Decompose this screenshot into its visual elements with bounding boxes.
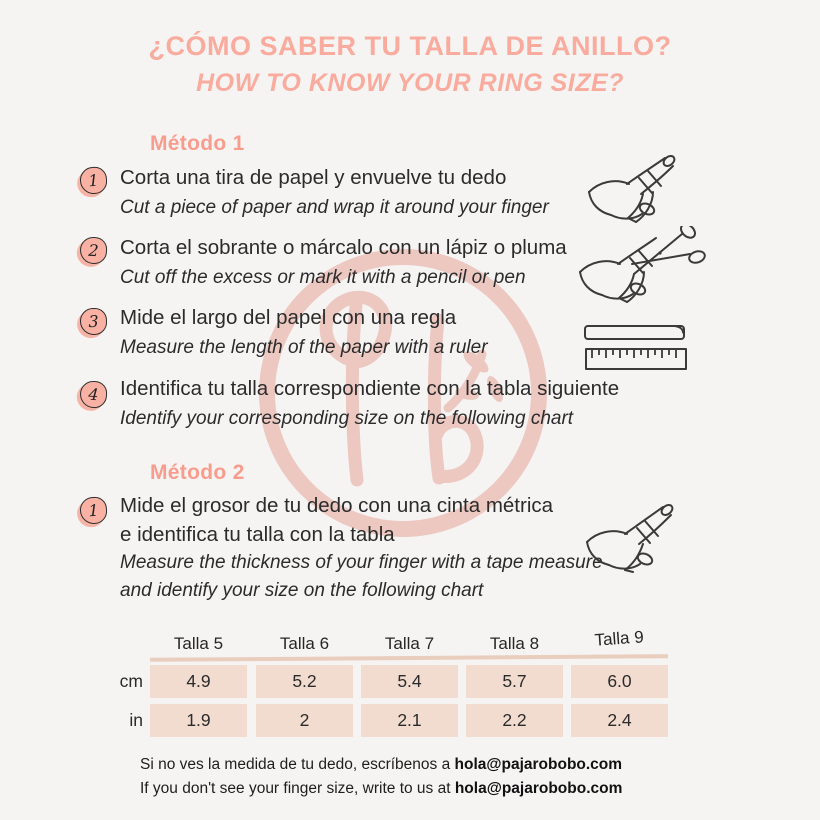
table-row-label-cm: cm <box>119 671 143 691</box>
step-number: 1 <box>87 500 100 521</box>
footer-text-en: If you don't see your finger size, write to us at <box>140 780 455 797</box>
table-cell: 2.4 <box>571 704 668 737</box>
method2-step1-text-es-line2: e identifica tu talla con la tabla <box>120 523 395 546</box>
table-cell: 2 <box>256 704 353 737</box>
method2-step1-text-en-line2: and identify your size on the following chart <box>120 580 484 601</box>
table-cell: 2.2 <box>466 704 563 737</box>
table-header-talla8: Talla 8 <box>489 634 540 653</box>
hand-scissors-icon <box>576 226 712 308</box>
table-cell: 5.4 <box>361 665 458 698</box>
method1-step4-text-es: Identifica tu talla correspondiente con la tabla siguiente <box>120 377 620 400</box>
page-title-en: HOW TO KNOW YOUR RING SIZE? <box>196 69 624 97</box>
hand-tape-measure-icon <box>583 498 687 586</box>
hand-paper-wrap-icon <box>585 154 697 228</box>
step-number-badge <box>79 166 108 195</box>
step-number-badge <box>80 308 108 336</box>
step-number-badge <box>79 496 107 524</box>
method1-step4-text-en: Identify your corresponding size on the following chart <box>120 408 574 429</box>
table-cell: 1.9 <box>150 704 247 737</box>
method1-step1-text-es: Corta una tira de papel y envuelve tu dedo <box>120 166 507 189</box>
table-cell: 5.2 <box>256 665 353 698</box>
step-number: 1 <box>87 170 100 191</box>
table-header-talla9: Talla 9 <box>593 627 645 650</box>
table-header-talla5: Talla 5 <box>173 634 224 653</box>
method1-step2-text-es: Corta el sobrante o márcalo con un lápiz o pluma <box>120 236 567 259</box>
method1-heading: Método 1 <box>150 132 245 155</box>
method2-step1-text-en-line1: Measure the thickness of your finger with a tape measure <box>120 552 603 573</box>
table-cell: 6.0 <box>571 665 668 698</box>
table-cell: 5.7 <box>466 665 563 698</box>
table-cell: 2.1 <box>361 704 458 737</box>
step-number: 3 <box>88 311 99 332</box>
method1-step3-text-es: Mide el largo del papel con una regla <box>120 306 457 329</box>
table-cell: 4.9 <box>150 665 247 698</box>
step-number-badge <box>79 380 108 409</box>
footer-email-en: hola@pajarobobo.com <box>454 780 623 797</box>
method2-step1-text-es-line1: Mide el grosor de tu dedo con una cinta métrica <box>120 494 554 517</box>
footer-text-es: Si no ves la medida de tu dedo, escríbenos a <box>140 756 455 773</box>
table-header-talla7: Talla 7 <box>384 634 435 653</box>
method1-step1-text-en: Cut a piece of paper and wrap it around your finger <box>120 197 549 218</box>
method1-step2-text-en: Cut off the excess or mark it with a pencil or pen <box>120 267 526 288</box>
table-header-underline <box>150 654 668 661</box>
table-row-label-in: in <box>129 710 143 730</box>
table-header-talla6: Talla 6 <box>279 634 330 653</box>
method2-heading: Método 2 <box>150 461 245 484</box>
page-title-es: ¿CÓMO SABER TU TALLA DE ANILLO? <box>148 31 672 61</box>
step-number: 2 <box>87 240 100 261</box>
step-number: 4 <box>87 384 100 405</box>
paper-strip-ruler-icon <box>582 322 688 372</box>
footer-contact-es <box>140 756 622 774</box>
footer-email-es: hola@pajarobobo.com <box>454 756 623 773</box>
footer-contact-en <box>140 780 622 798</box>
step-number-badge <box>79 236 107 264</box>
method1-step3-text-en: Measure the length of the paper with a ruler <box>120 337 488 358</box>
